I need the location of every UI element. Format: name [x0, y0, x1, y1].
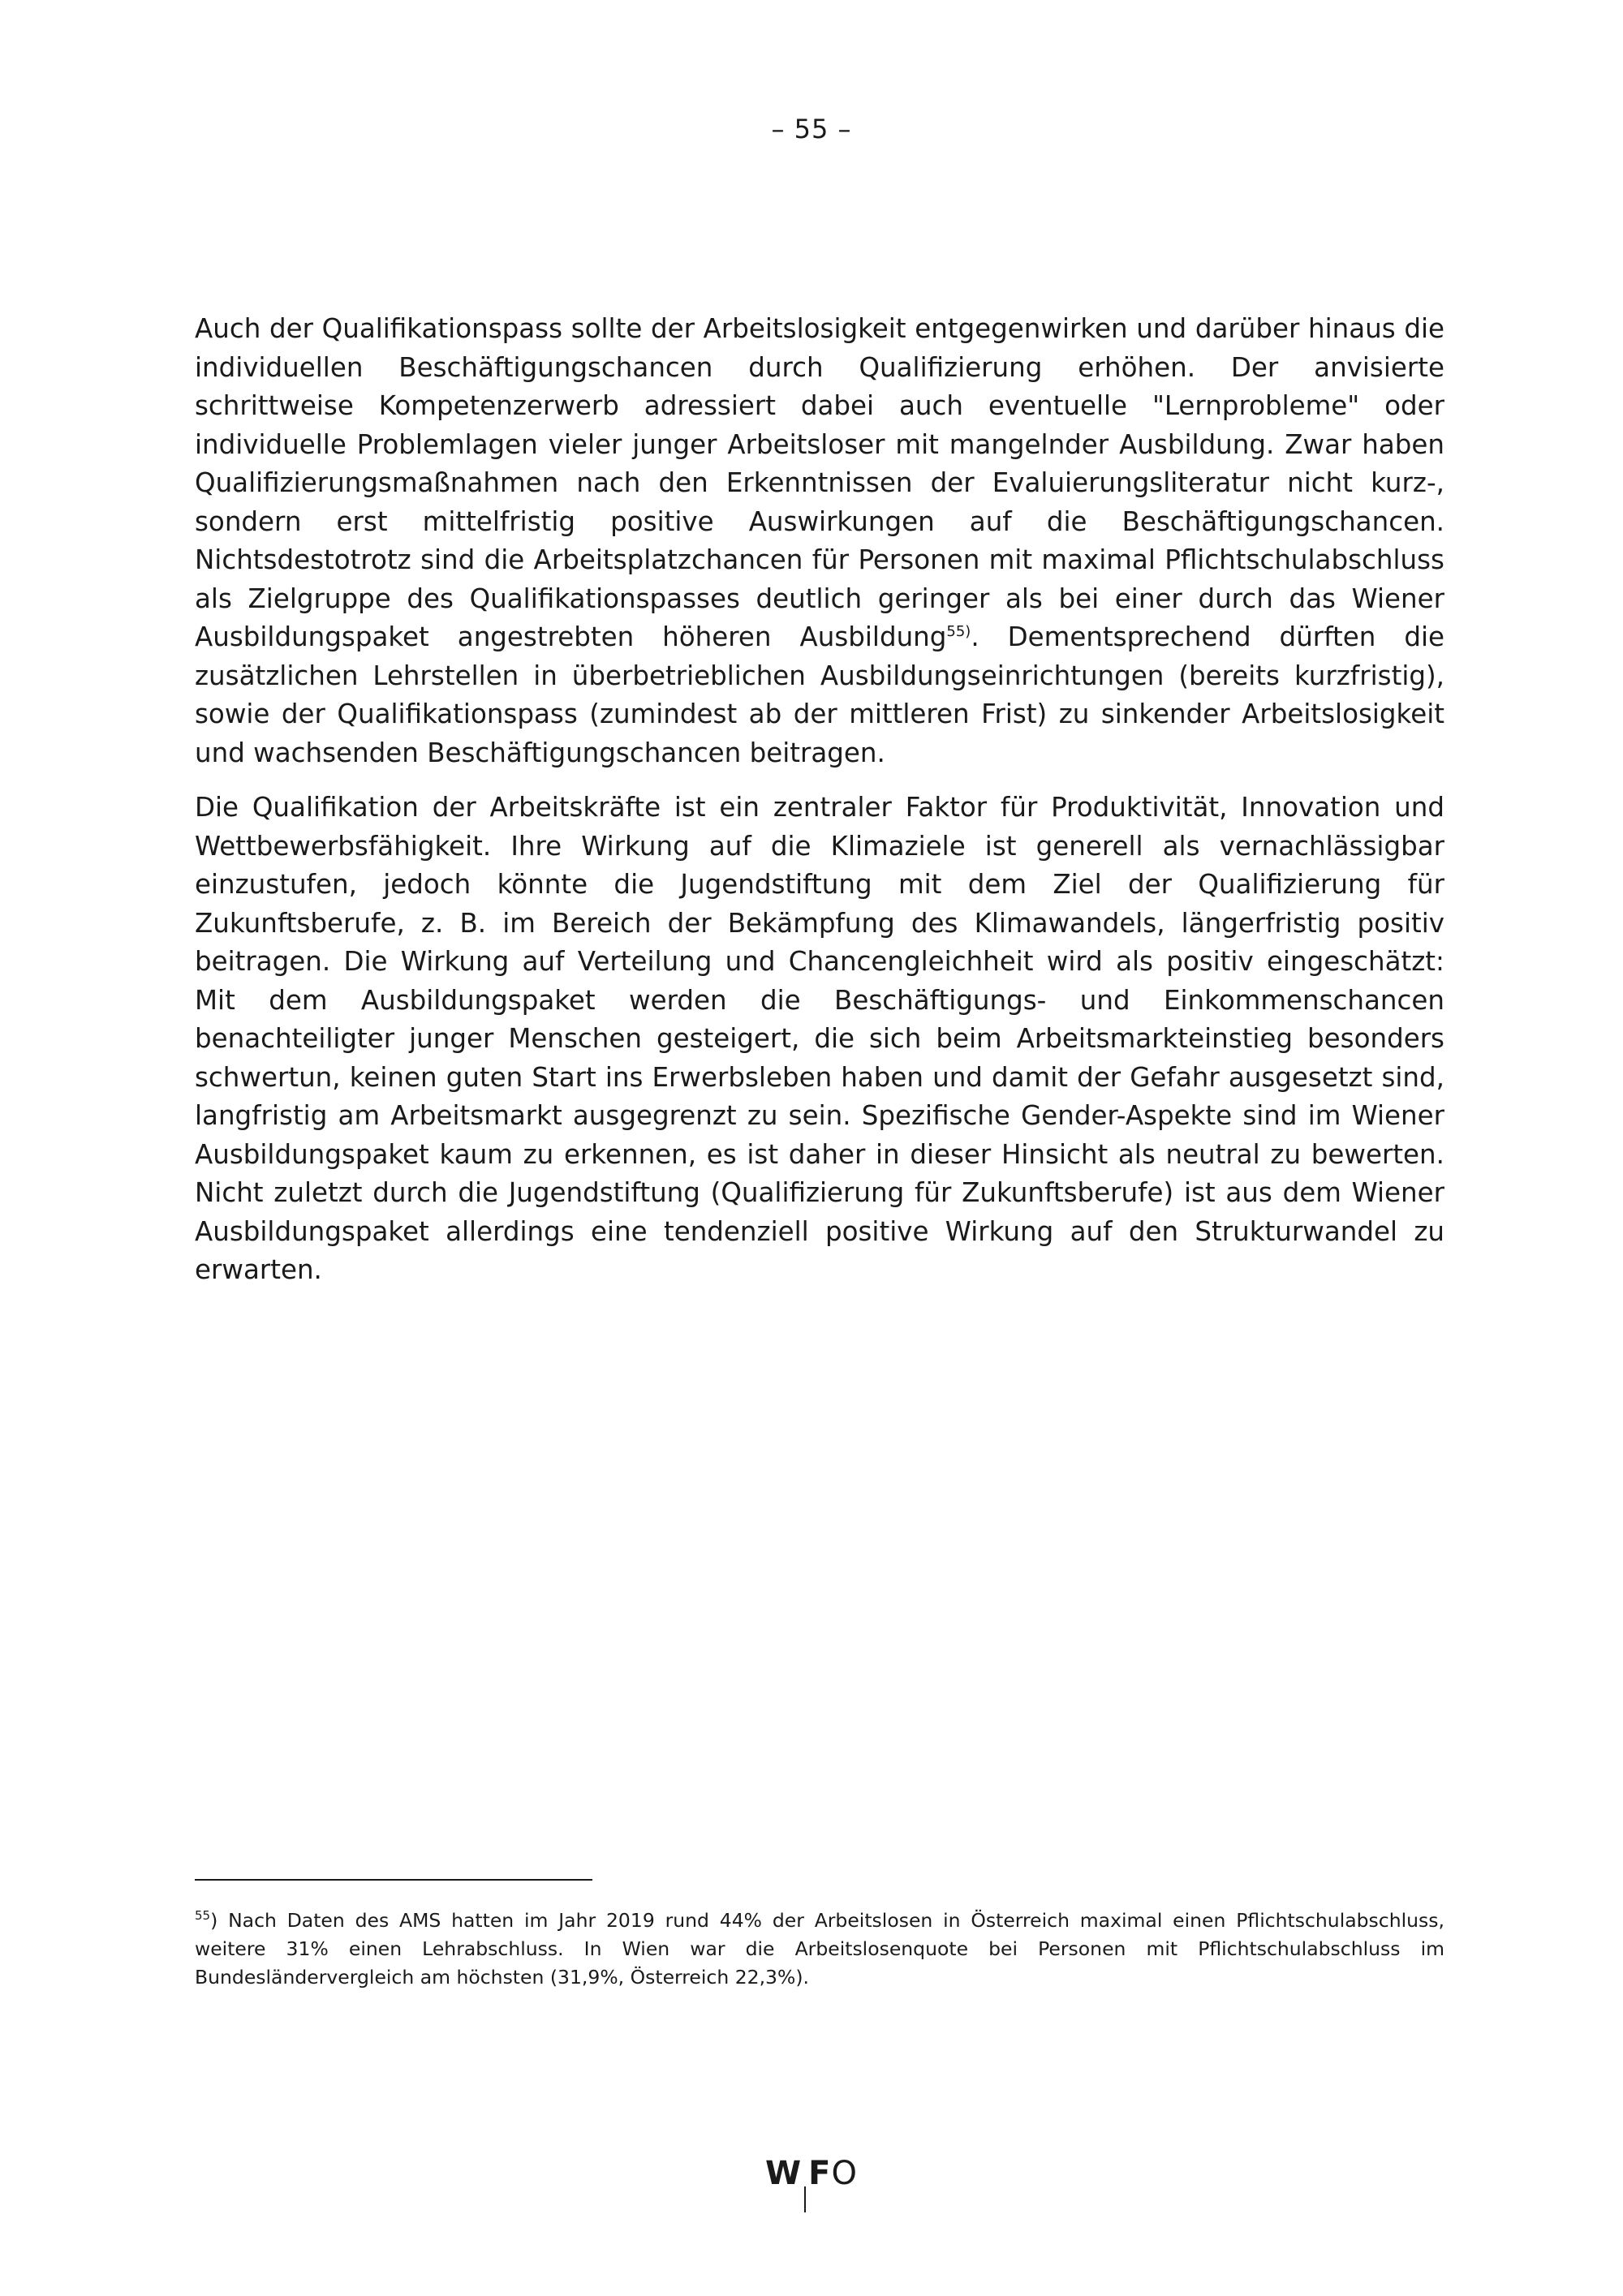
logo-letter-o: O: [831, 2155, 858, 2192]
footnote-divider: [195, 1879, 592, 1881]
footnote-reference-55[interactable]: 55): [946, 623, 971, 641]
body-text: [195, 310, 1444, 1306]
paragraph-qualifikation-arbeitskraefte: Die Qualifikation der Arbeitskräfte ist ein zentraler Faktor für Produktivität, Innovation und Wettbewerbsfähigkeit. Ihre Wirkung auf die Klimaziele ist generell als vernachlässigbar einzustufen, jedoch könnte die Jugendstiftung mit dem Ziel der Qualifizierung für Zukunftsberufe, z. B. im Bereich der Bekämpfung des Klimawandels, längerfristig positiv beitragen. Die Wirkung auf Verteilung und Chancengleichheit wird als positiv eingeschätzt: Mit dem Ausbildungspaket werden die Beschäftigungs- und Einkommenschancen benachteiligter junger Menschen gesteigert, die sich beim Arbeitsmarkteinstieg besonders schwertun, keinen guten Start ins Erwerbsleben haben und damit der Gefahr ausgesetzt sind, langfristig am Arbeitsmarkt ausgegrenzt zu sein. Spezifische Gender-Aspekte sind im Wiener Ausbildungspaket kaum zu erkennen, es ist daher in dieser Hinsicht als neutral zu bewerten. Nicht zuletzt durch die Jugendstiftung (Qualifizierung für Zukunftsberufe) ist aus dem Wiener Ausbildungspaket allerdings eine tendenziell positive Wirkung auf den Strukturwandel zu erwarten.: [195, 792, 1444, 1285]
page-number: – 55 –: [771, 114, 852, 144]
paragraph-1-text: Auch der Qualifikationspass sollte der Arbeitslosigkeit entgegenwirken und darüber hinaus die individuellen Beschäftigungschancen durch Qualifizierung erhöhen. Der anvisierte schrittweise Kompetenzerwerb adressiert dabei auch eventuelle "Lernprobleme" oder individuelle Problemlagen vieler junger Arbeitsloser mit mangelnder Ausbildung. Zwar haben Qualifizierungsmaßnahmen nach den Erkenntnissen der Evaluierungsliteratur nicht kurz-, sondern erst mittelfristig positive Auswirkungen auf die Beschäftigungschancen. Nichtsdestotrotz sind die Arbeitsplatzchancen für Personen mit maximal Pflichtschulabschluss als Zielgruppe des Qualifikationspasses deutlich geringer als bei einer durch das Wiener Ausbildungspaket angestrebten höheren Ausbildung: [195, 313, 1444, 652]
logo-letter-i: [804, 2186, 806, 2212]
paragraph-qualifikationspass: [195, 310, 1444, 772]
paragraph-1-continuation: . Dementsprechend dürften die zusätzlichen Lehrstellen in überbetrieblichen Ausbildungseinrichtungen (bereits kurzfristig), sowie der Qualifikationspass (zumindest ab der mittleren Frist) zu sinkender Arbeitslosigkeit und wachsenden Beschäftigungschancen beitragen.: [195, 621, 1444, 768]
footnote-marker: 55: [195, 1908, 211, 1924]
wifo-logo: [0, 2155, 1623, 2212]
footnote-text: ) Nach Daten des AMS hatten im Jahr 2019 rund 44% der Arbeitslosen in Österreich maximal einen Pflichtschulabschluss, weitere 31% einen Lehrabschluss. In Wien war die Arbeitslosenquote bei Personen mit Pflichtschulabschluss im Bundesländervergleich am höchsten (31,9%, Österreich 22,3%).: [195, 1909, 1444, 1989]
logo-letter-w: W: [765, 2155, 803, 2192]
logo-letter-f: F: [808, 2155, 832, 2192]
footnote-55: [195, 1907, 1444, 1992]
